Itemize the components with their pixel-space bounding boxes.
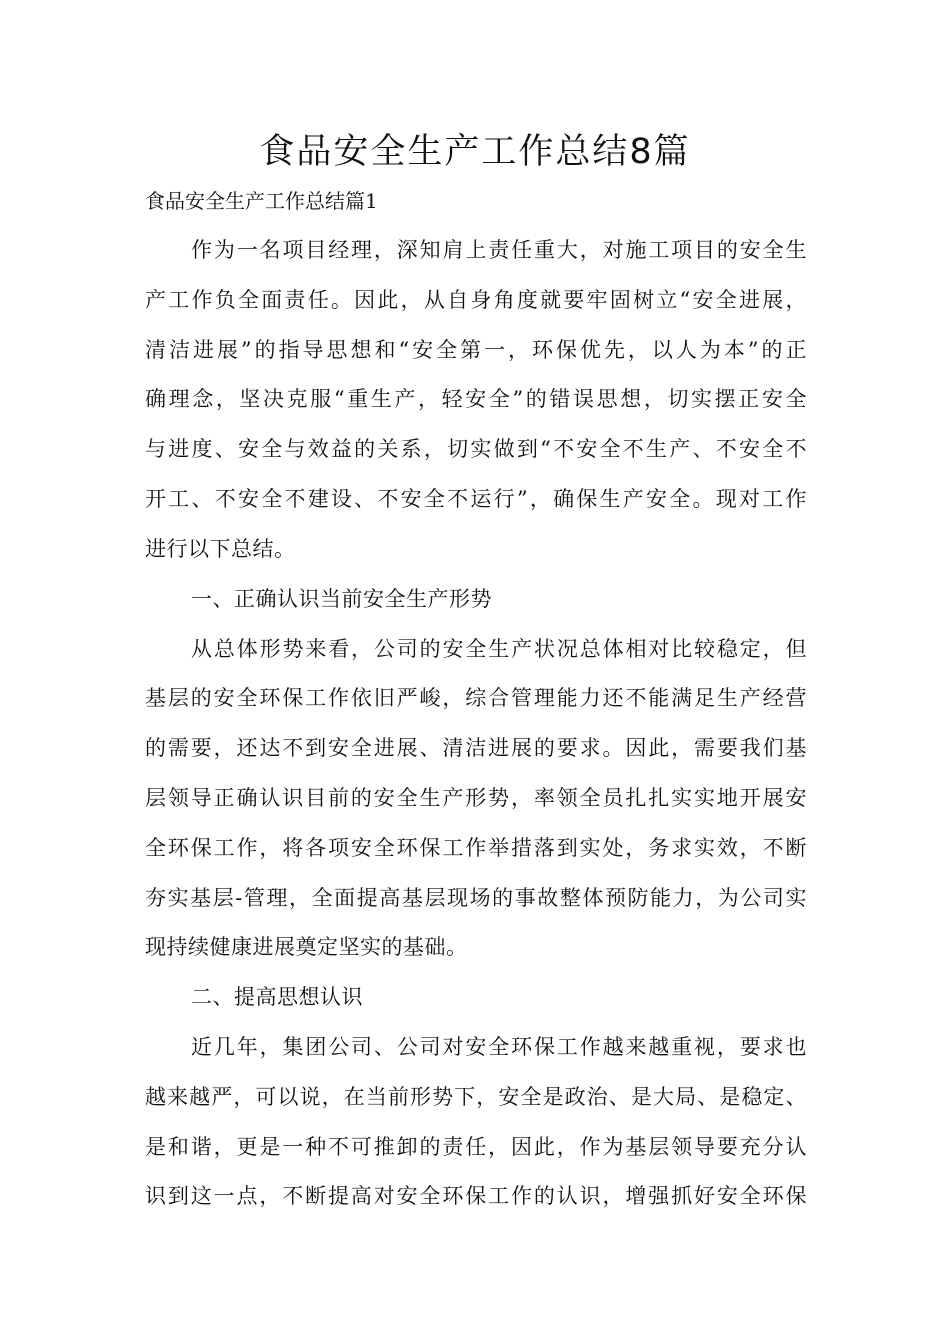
text-line: 产工作负全面责任。因此，从自身角度就要牢固树立“安全进展， [145, 288, 807, 312]
text-line: 全环保工作，将各项安全环保工作举措落到实处，务求实效，不断 [145, 836, 807, 860]
text-line: 确理念，坚决克服“重生产，轻安全”的错误思想，切实摆正安全 [145, 387, 807, 411]
section-subtitle: 食品安全生产工作总结篇1 [145, 189, 378, 213]
text-line: 的需要，还达不到安全进展、清洁进展的要求。因此，需要我们基 [145, 736, 807, 760]
text-line: 进行以下总结。 [145, 537, 296, 561]
text-line: 识到这一点，不断提高对安全环保工作的认识，增强抓好安全环保 [145, 1184, 807, 1208]
text-line: 从总体形势来看，公司的安全生产状况总体相对比较稳定，但 [191, 637, 807, 661]
text-line: 与进度、安全与效益的关系，切实做到“不安全不生产、不安全不 [145, 437, 807, 461]
text-line: 越来越严，可以说，在当前形势下，安全是政治、是大局、是稳定、 [145, 1085, 807, 1109]
text-line: 是和谐，更是一种不可推卸的责任，因此，作为基层领导要充分认 [145, 1135, 807, 1159]
text-line: 清洁进展”的指导思想和“安全第一，环保优先，以人为本”的正 [145, 338, 807, 362]
section-heading: 一、正确认识当前安全生产形势 [191, 587, 492, 611]
section-heading: 二、提高思想认识 [191, 985, 363, 1009]
text-line: 作为一名项目经理，深知肩上责任重大，对施工项目的安全生 [191, 238, 807, 262]
text-line: 夯实基层-管理，全面提高基层现场的事故整体预防能力，为公司实 [145, 886, 807, 910]
text-line: 层领导正确认识目前的安全生产形势，率领全员扎扎实实地开展安 [145, 786, 807, 810]
text-line: 近几年，集团公司、公司对安全环保工作越来越重视，要求也 [191, 1035, 807, 1059]
text-line: 基层的安全环保工作依旧严峻，综合管理能力还不能满足生产经营 [145, 686, 807, 710]
page-title: 食品安全生产工作总结8篇 [259, 132, 691, 172]
text-line: 现持续健康进展奠定坚实的基础。 [145, 935, 468, 959]
text-line: 开工、不安全不建设、不安全不运行”，确保生产安全。现对工作 [145, 487, 807, 511]
